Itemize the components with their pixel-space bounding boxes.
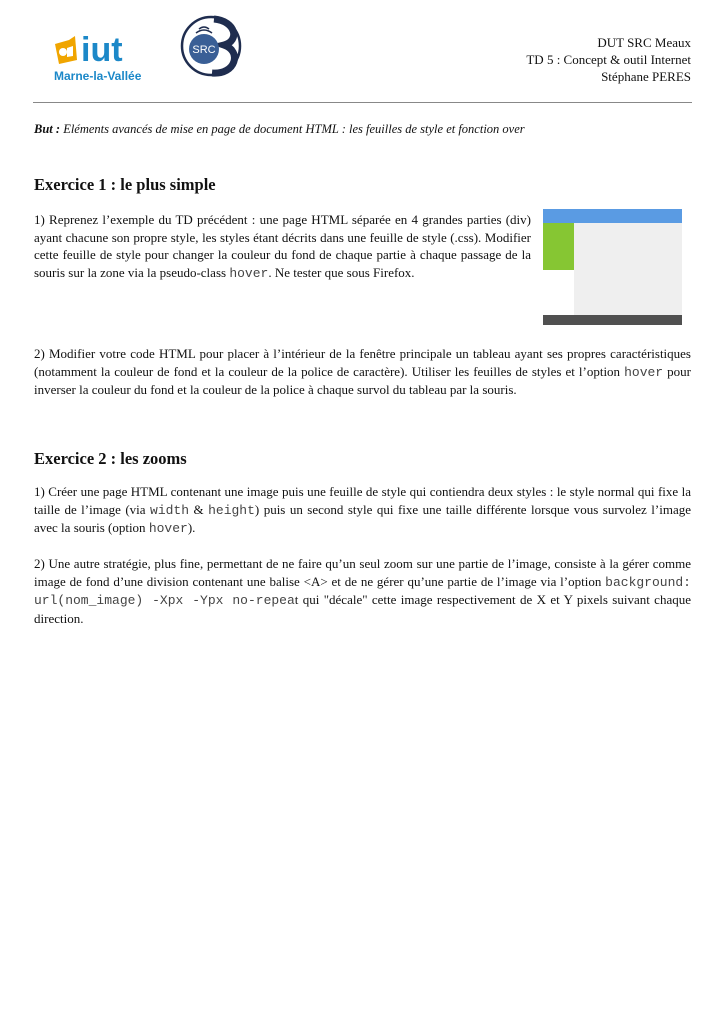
code-width: width: [150, 502, 190, 518]
goal-statement: [34, 121, 694, 137]
document-header-info: [526, 34, 691, 85]
exercise-2-paragraph-1: [34, 483, 691, 538]
exercise-1-paragraph-1: [34, 211, 531, 282]
text-segment: 2) Une autre stratégie, plus fine, permettant de ne faire qu’un seul zoom sur une partie de l’image, consiste à la gérer comme image de fond d’une division contenant une balise <A> et de ne gérer qu’une partie de l’image via l’option: [34, 556, 691, 589]
code-hover: hover: [148, 521, 188, 536]
header-line-td: TD 5 : Concept & outil Internet: [526, 52, 691, 67]
goal-text: Eléments avancés de mise en page de document HTML : les feuilles de style et fonction over: [60, 122, 525, 136]
exercise-2-paragraph-2: [34, 555, 691, 627]
illustration-sidebar-block: [543, 223, 574, 270]
illustration-main-block: [574, 223, 682, 315]
text-segment: ).: [187, 520, 196, 535]
text-segment: ) puis un second style qui fixe une taille différente lorsque vous survolez l’image avec la souris (option: [34, 501, 691, 535]
exercise-2-title: Exercice 2 : les zooms: [34, 449, 187, 468]
text-segment: &: [189, 501, 209, 517]
code-hover: hover: [624, 364, 664, 380]
exercise-1-title: Exercice 1 : le plus simple: [34, 175, 216, 194]
illustration-header-block: [543, 209, 682, 223]
text-segment: 1) Créer une page HTML contenant une image puis une feuille de style qui contiendra deux styles : le style normal qui fixe la taille de l’image (via: [34, 484, 691, 517]
header-line-author: Stéphane PERES: [601, 69, 691, 84]
code-background: background: url(nom_image) -Xpx -Ypx no-repea: [34, 574, 691, 608]
code-hover: hover: [229, 265, 269, 281]
header-line-course: DUT SRC Meaux: [597, 35, 691, 50]
header-divider: [33, 102, 692, 103]
text-segment: pour inverser la couleur du fond et la couleur de la police à chaque survol du tableau par la souris.: [34, 363, 691, 397]
text-segment: 1) Reprenez l’exemple du TD précédent : une page HTML séparée en 4 grandes parties (div) ayant chacune son propre style, les styles étant décrits dans une feuille de style (.css). Modifier cette feuille de style pour changer la couleur du fond de chaque partie à chaque passage de la souris sur la zone via la pseudo-class: [34, 212, 531, 280]
illustration-footer-block: [543, 315, 682, 325]
iut-logo-subtitle: Marne-la-Vallée: [54, 69, 142, 83]
exercise-1-paragraph-2: [34, 345, 691, 399]
text-segment: . Ne tester que sous Firefox.: [268, 264, 415, 280]
iut-logo-text: iut: [81, 31, 123, 69]
src-logo-text: SRC: [192, 44, 216, 56]
iut-marne-la-vallee-logo: [53, 30, 158, 86]
code-height: height: [208, 502, 255, 518]
src-logo: [180, 15, 242, 77]
text-segment: t qui "décale" cette image respectivement de X et Y pixels suivant chaque direction.: [34, 592, 691, 626]
text-segment: 2) Modifier votre code HTML pour placer à l’intérieur de la fenêtre principale un tableau ayant ses propres caractéristiques (notamment la couleur de fond et la couleur de la police de caractère). Utiliser les feuilles de styles et l’option: [34, 346, 691, 379]
goal-label: But :: [34, 122, 61, 136]
page-layout-illustration: [543, 209, 682, 325]
